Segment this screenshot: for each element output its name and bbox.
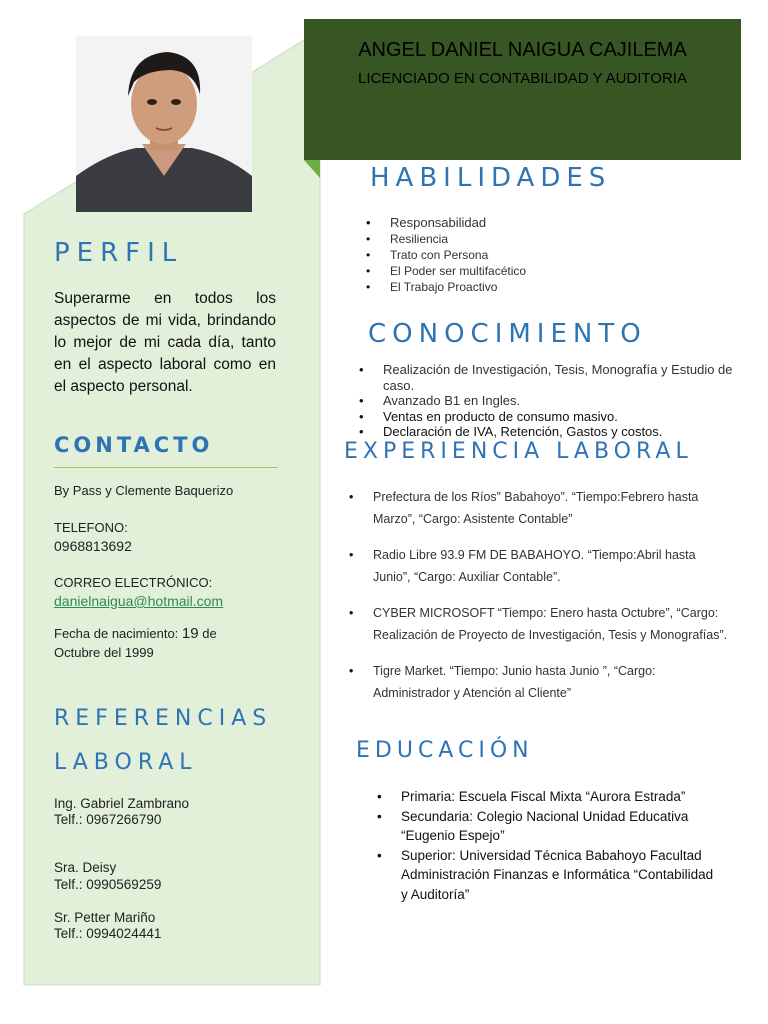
experiencia-heading: EXPERIENCIA LABORAL (344, 439, 693, 464)
conocimiento-heading: CONOCIMIENTO (368, 319, 647, 349)
reference-phone: Telf.: 0990569259 (54, 877, 162, 892)
list-item: • Declaración de IVA, Retención, Gastos y costos. (383, 424, 733, 440)
list-item: • Realización de Investigación, Tesis, Monografía y Estudio de caso. (383, 362, 733, 393)
reference-phone: Telf.: 0994024441 (54, 926, 162, 941)
perfil-heading: PERFIL (54, 238, 184, 268)
email-link[interactable]: danielnaigua@hotmail.com (54, 593, 224, 609)
header-banner (304, 19, 741, 160)
educacion-heading: EDUCACIÓN (356, 738, 534, 763)
list-item: • El Trabajo Proactivo (390, 279, 526, 295)
list-item: • Superior: Universidad Técnica Babahoyo Facultad Administración Finanzas e Informática “Contabilidad y Auditoría” (401, 846, 721, 905)
reference-name: Sra. Deisy (54, 860, 117, 875)
list-item: • Prefectura de los Ríos” Babahoyo”. “Tiempo:Febrero hasta Marzo”, “Cargo: Asistente Contable” (373, 486, 735, 530)
referencias-heading-line2: LABORAL (54, 750, 198, 775)
educacion-list (401, 787, 721, 904)
birth-label: Fecha de nacimiento: (54, 626, 179, 641)
referencias-heading: REFERENCIAS (54, 706, 273, 731)
candidate-profession: LICENCIADO EN CONTABILIDAD Y AUDITORIA (358, 70, 687, 87)
contacto-divider (54, 467, 278, 468)
list-item: • El Poder ser multifacético (390, 263, 526, 279)
list-item: • Radio Libre 93.9 FM DE BABAHOYO. “Tiempo:Abril hasta Junio”, “Cargo: Auxiliar Contable”. (373, 544, 735, 588)
habilidades-heading: HABILIDADES (370, 163, 612, 193)
conocimiento-list (383, 362, 733, 440)
perfil-text: Superarme en todos los aspectos de mi vida, brindando lo mejor de mi cada día, tanto en el aspecto laboral como en el aspecto personal. (54, 290, 276, 395)
birth-day: 19 (181, 625, 199, 642)
list-item: • CYBER MICROSOFT “Tiempo: Enero hasta Octubre”, “Cargo: Realización de Proyecto de Investigación, Tesis y Monografías”. (373, 602, 735, 646)
phone-label: TELEFONO: (54, 520, 128, 535)
profile-photo (76, 36, 252, 212)
list-item: • Tigre Market. “Tiempo: Junio hasta Junio ”, “Cargo: Administrador y Atención al Cliente” (373, 660, 735, 704)
reference-name: Ing. Gabriel Zambrano (54, 796, 190, 811)
candidate-name: ANGEL DANIEL NAIGUA CAJILEMA (358, 39, 687, 61)
contacto-heading: CONTACTO (54, 433, 214, 457)
email-label: CORREO ELECTRÓNICO: (54, 575, 213, 590)
experiencia-list (373, 486, 735, 718)
birth-rest: de (202, 626, 217, 641)
list-item: • Ventas en producto de consumo masivo. (383, 409, 733, 425)
list-item: • Responsabilidad (390, 215, 526, 231)
list-item: • Trato con Persona (390, 247, 526, 263)
habilidades-list (390, 215, 526, 295)
reference-name: Sr. Petter Mariño (54, 910, 156, 925)
list-item: • Secundaria: Colegio Nacional Unidad Educativa “Eugenio Espejo” (401, 807, 721, 846)
birth-date (54, 624, 217, 643)
phone-value: 0968813692 (54, 538, 132, 554)
reference-phone: Telf.: 0967266790 (54, 812, 162, 827)
birth-line2: Octubre del 1999 (54, 645, 154, 660)
list-item: • Primaria: Escuela Fiscal Mixta “Aurora Estrada” (401, 787, 721, 807)
contact-address: By Pass y Clemente Baquerizo (54, 483, 234, 498)
list-item: • Resiliencia (390, 231, 526, 247)
list-item: • Avanzado B1 en Ingles. (383, 393, 733, 409)
